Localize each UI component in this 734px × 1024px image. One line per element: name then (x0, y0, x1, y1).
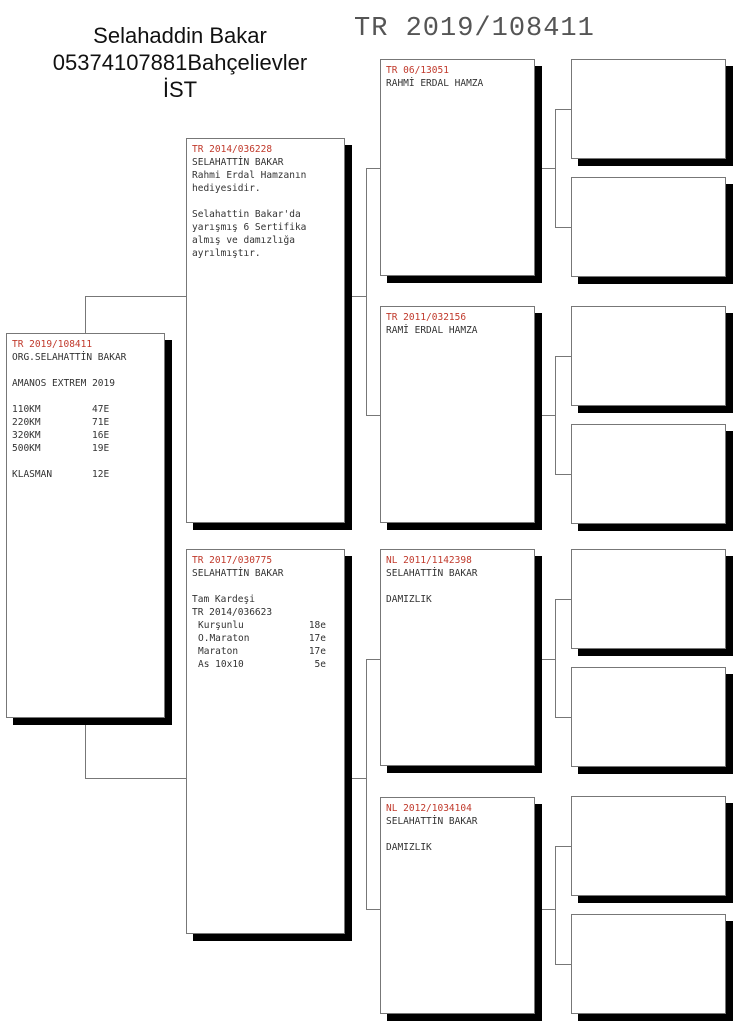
connector (555, 717, 571, 718)
connector (85, 296, 86, 334)
result-row: Maraton 17e (198, 646, 326, 657)
great-grandparent-card[interactable] (571, 424, 726, 524)
sire-ring: TR 2014/036228 (192, 144, 273, 155)
connector (555, 599, 556, 717)
sire-note-line: almış ve damızlığa (192, 235, 295, 246)
subject-race: AMANOS EXTREM 2019 (12, 378, 115, 389)
connector (555, 109, 571, 110)
blank-line (192, 580, 339, 593)
blank-line (386, 580, 529, 593)
result-row: 500KM 19E (12, 443, 110, 454)
grandparent-name: SELAHATTİN BAKAR (386, 816, 478, 827)
result-row: 220KM 71E (12, 417, 110, 428)
result-row: 320KM 16E (12, 430, 110, 441)
subject-card[interactable] (6, 333, 165, 718)
klasman-row: KLASMAN 12E (12, 469, 110, 480)
connector (540, 909, 556, 910)
grandparent-name: RAMİ ERDAL HAMZA (386, 325, 478, 336)
owner-name: Selahaddin Bakar (93, 23, 267, 48)
connector (555, 227, 571, 228)
connector (366, 659, 380, 660)
grandparent-card[interactable] (380, 59, 535, 276)
connector (366, 415, 380, 416)
connector (555, 846, 556, 964)
owner-header (20, 22, 340, 103)
sire-name: SELAHATTİN BAKAR (192, 157, 284, 168)
grandparent-note: DAMIZLIK (386, 594, 432, 605)
dam-note-line: Tam Kardeşi (192, 594, 255, 605)
great-grandparent-card[interactable] (571, 796, 726, 896)
grandparent-note: DAMIZLIK (386, 842, 432, 853)
grandparent-ring: NL 2012/1034104 (386, 803, 472, 814)
connector (85, 778, 186, 779)
grandparent-card[interactable] (380, 797, 535, 1014)
connector (351, 296, 367, 297)
dam-note-line: TR 2014/036623 (192, 607, 273, 618)
connector (540, 168, 556, 169)
grandparent-card[interactable] (380, 306, 535, 523)
great-grandparent-card[interactable] (571, 667, 726, 767)
owner-city: İST (162, 77, 198, 102)
great-grandparent-card[interactable] (571, 914, 726, 1014)
dam-card[interactable] (186, 549, 345, 934)
sire-note-line: yarışmış 6 Sertifika (192, 222, 307, 233)
grandparent-name: SELAHATTİN BAKAR (386, 568, 478, 579)
blank-line (12, 364, 159, 377)
connector (555, 846, 571, 847)
sire-card[interactable] (186, 138, 345, 523)
sire-note-line: Rahmi Erdal Hamzanın (192, 170, 307, 181)
connector (555, 964, 571, 965)
subject-name: ORG.SELAHATTİN BAKAR (12, 352, 127, 363)
sire-note-line (192, 195, 339, 208)
connector (85, 296, 186, 297)
sire-note-line: ayrılmıştır. (192, 248, 261, 259)
sire-note-line: hediyesidir. (192, 183, 261, 194)
blank-line (386, 828, 529, 841)
connector (366, 168, 367, 415)
connector (555, 356, 571, 357)
connector (540, 659, 556, 660)
pedigree-title-ring: TR 2019/108411 (354, 14, 595, 44)
sire-note-line: Selahattin Bakar'da (192, 209, 301, 220)
connector (540, 415, 556, 416)
great-grandparent-card[interactable] (571, 549, 726, 649)
blank-line (12, 390, 159, 403)
result-row: As 10x10 5e (198, 659, 326, 670)
subject-ring: TR 2019/108411 (12, 339, 93, 350)
dam-name: SELAHATTİN BAKAR (192, 568, 284, 579)
dam-ring: TR 2017/030775 (192, 555, 273, 566)
great-grandparent-card[interactable] (571, 306, 726, 406)
connector (555, 599, 571, 600)
great-grandparent-card[interactable] (571, 59, 726, 159)
grandparent-name: RAHMİ ERDAL HAMZA (386, 78, 484, 89)
owner-contact: 05374107881Bahçelievler (52, 50, 308, 75)
connector (351, 778, 367, 779)
result-row: 110KM 47E (12, 404, 110, 415)
connector (85, 718, 86, 779)
blank-line (12, 455, 159, 468)
connector (366, 168, 380, 169)
result-row: Kurşunlu 18e (198, 620, 326, 631)
great-grandparent-card[interactable] (571, 177, 726, 277)
grandparent-ring: TR 2011/032156 (386, 312, 467, 323)
connector (366, 659, 367, 910)
connector (366, 909, 380, 910)
grandparent-ring: NL 2011/1142398 (386, 555, 472, 566)
connector (555, 474, 571, 475)
grandparent-card[interactable] (380, 549, 535, 766)
result-row: O.Maraton 17e (198, 633, 326, 644)
grandparent-ring: TR 06/13051 (386, 65, 449, 76)
